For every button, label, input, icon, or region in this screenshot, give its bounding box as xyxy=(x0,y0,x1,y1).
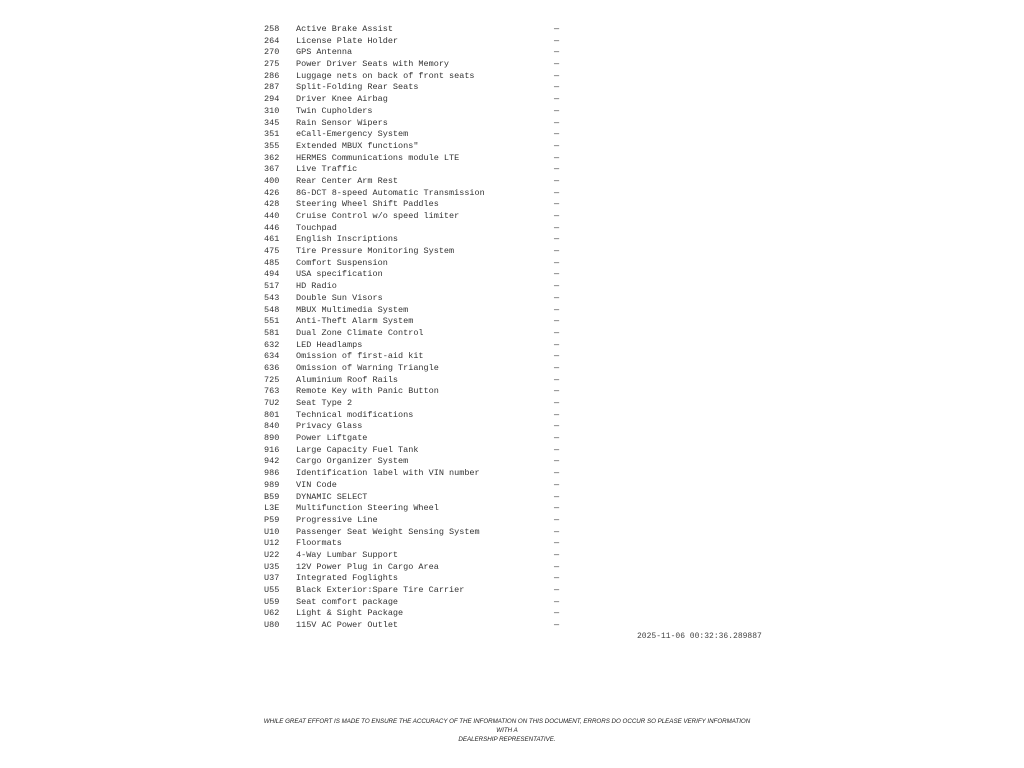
timestamp: 2025-11-06 00:32:36.289887 xyxy=(637,632,762,641)
option-code: L3E xyxy=(264,503,280,514)
disclaimer-line-2: DEALERSHIP REPRESENTATIVE. xyxy=(458,736,556,743)
option-row xyxy=(264,258,564,270)
option-value: — xyxy=(554,620,560,631)
option-code: U35 xyxy=(264,561,280,572)
option-description: 115V AC Power Outlet xyxy=(296,620,399,631)
option-value: — xyxy=(554,199,560,210)
option-row xyxy=(264,386,564,398)
option-code: 725 xyxy=(264,374,280,385)
option-row xyxy=(264,562,564,574)
option-row xyxy=(264,527,564,539)
option-description: VIN Code xyxy=(296,479,337,490)
option-row xyxy=(264,71,564,83)
option-value: — xyxy=(554,304,560,315)
option-value: — xyxy=(554,164,560,175)
option-value: — xyxy=(554,59,560,70)
option-code: U55 xyxy=(264,585,280,595)
option-value: — xyxy=(554,374,560,385)
option-row xyxy=(264,164,564,176)
option-description: Technical modifications xyxy=(296,409,414,420)
option-description: Steering Wheel Shift Paddles xyxy=(296,199,439,210)
option-value: — xyxy=(554,24,560,34)
option-value: — xyxy=(554,140,560,151)
option-value: — xyxy=(554,257,560,268)
option-row xyxy=(264,94,564,106)
option-description: HD Radio xyxy=(296,281,337,292)
option-code: 494 xyxy=(264,269,280,280)
option-row xyxy=(264,550,564,562)
option-value: — xyxy=(554,117,560,128)
option-value: — xyxy=(554,479,560,490)
option-description: Active Brake Assist xyxy=(296,24,393,34)
option-code: 840 xyxy=(264,421,280,432)
option-value: — xyxy=(554,526,560,537)
option-description: English Inscriptions xyxy=(296,234,399,245)
option-value: — xyxy=(554,281,560,292)
option-row xyxy=(264,480,564,492)
option-description: DYNAMIC SELECT xyxy=(296,491,368,502)
option-description: Identification label with VIN number xyxy=(296,468,480,479)
option-value: — xyxy=(554,608,560,619)
option-description: Rain Sensor Wipers xyxy=(296,117,388,128)
option-value: — xyxy=(554,573,560,584)
option-row xyxy=(264,573,564,585)
option-value: — xyxy=(554,339,560,350)
option-description: Privacy Glass xyxy=(296,421,363,432)
option-description: Rear Center Arm Rest xyxy=(296,175,399,186)
option-row xyxy=(264,106,564,118)
option-value: — xyxy=(554,351,560,362)
option-code: 890 xyxy=(264,433,280,444)
option-description: 4-Way Lumbar Support xyxy=(296,549,399,560)
option-code: 517 xyxy=(264,281,280,292)
option-value: — xyxy=(554,561,560,572)
option-code: 446 xyxy=(264,222,280,233)
option-row xyxy=(264,468,564,480)
option-row xyxy=(264,188,564,200)
option-code: 310 xyxy=(264,105,280,116)
option-row xyxy=(264,305,564,317)
option-code: U37 xyxy=(264,573,280,584)
option-description: GPS Antenna xyxy=(296,47,353,58)
option-row xyxy=(264,59,564,71)
option-value: — xyxy=(554,82,560,93)
option-description: Split-Folding Rear Seats xyxy=(296,82,419,93)
option-code: B59 xyxy=(264,491,280,502)
option-value: — xyxy=(554,362,560,373)
option-row xyxy=(264,515,564,527)
option-code: 551 xyxy=(264,316,280,327)
option-code: 426 xyxy=(264,187,280,198)
option-code: 801 xyxy=(264,409,280,420)
option-row xyxy=(264,456,564,468)
option-code: 345 xyxy=(264,117,280,128)
options-table xyxy=(264,24,564,632)
option-code: 548 xyxy=(264,304,280,315)
option-description: Comfort Suspension xyxy=(296,257,388,268)
option-description: Extended MBUX functions" xyxy=(296,140,419,151)
option-description: MBUX Multimedia System xyxy=(296,304,409,315)
option-value: — xyxy=(554,152,560,163)
disclaimer-line-1: WHILE GREAT EFFORT IS MADE TO ENSURE THE ACCURACY OF THE INFORMATION ON THIS DOCUMENT, ERRORS DO OCCUR SO PLEASE VERIFY INFORMATION WITH A xyxy=(263,718,751,734)
option-value: — xyxy=(554,187,560,198)
option-code: 986 xyxy=(264,468,280,479)
option-description: Touchpad xyxy=(296,222,337,233)
option-description: Progressive Line xyxy=(296,514,378,525)
option-description: Floormats xyxy=(296,538,342,549)
option-row xyxy=(264,246,564,258)
option-code: 989 xyxy=(264,479,280,490)
option-row xyxy=(264,538,564,550)
option-code: 636 xyxy=(264,362,280,373)
option-code: 351 xyxy=(264,129,280,140)
option-value: — xyxy=(554,538,560,549)
option-value: — xyxy=(554,444,560,455)
option-value: — xyxy=(554,94,560,105)
option-row xyxy=(264,118,564,130)
option-row xyxy=(264,351,564,363)
option-value: — xyxy=(554,468,560,479)
option-code: 543 xyxy=(264,292,280,303)
option-row xyxy=(264,445,564,457)
option-description: Power Liftgate xyxy=(296,433,368,444)
option-description: Omission of Warning Triangle xyxy=(296,362,439,373)
option-description: Black Exterior:Spare Tire Carrier xyxy=(296,585,465,595)
option-code: 942 xyxy=(264,456,280,467)
option-value: — xyxy=(554,433,560,444)
option-description: Remote Key with Panic Button xyxy=(296,386,439,397)
option-code: U59 xyxy=(264,596,280,607)
option-code: 355 xyxy=(264,140,280,151)
option-row xyxy=(264,608,564,620)
option-row xyxy=(264,129,564,141)
option-description: Seat Type 2 xyxy=(296,398,353,408)
option-description: Double Sun Visors xyxy=(296,292,383,303)
option-row xyxy=(264,340,564,352)
option-row xyxy=(264,433,564,445)
option-value: — xyxy=(554,35,560,46)
option-code: 581 xyxy=(264,327,280,338)
option-row xyxy=(264,328,564,340)
option-description: Tire Pressure Monitoring System xyxy=(296,246,455,257)
option-row xyxy=(264,421,564,433)
option-row xyxy=(264,492,564,504)
option-description: Luggage nets on back of front seats xyxy=(296,70,475,81)
option-description: USA specification xyxy=(296,269,383,280)
option-description: Integrated Foglights xyxy=(296,573,399,584)
option-row xyxy=(264,141,564,153)
option-value: — xyxy=(554,129,560,140)
option-code: 461 xyxy=(264,234,280,245)
option-value: — xyxy=(554,585,560,595)
option-code: 270 xyxy=(264,47,280,58)
option-value: — xyxy=(554,316,560,327)
option-description: Dual Zone Climate Control xyxy=(296,327,424,338)
option-code: 400 xyxy=(264,175,280,186)
option-code: 287 xyxy=(264,82,280,93)
option-row xyxy=(264,211,564,223)
option-value: — xyxy=(554,175,560,186)
option-value: — xyxy=(554,386,560,397)
option-code: 475 xyxy=(264,246,280,257)
option-code: P59 xyxy=(264,514,280,525)
option-description: Power Driver Seats with Memory xyxy=(296,59,450,70)
option-code: 916 xyxy=(264,444,280,455)
option-value: — xyxy=(554,503,560,514)
option-row xyxy=(264,375,564,387)
option-row xyxy=(264,153,564,165)
option-value: — xyxy=(554,292,560,303)
option-row xyxy=(264,82,564,94)
option-code: 286 xyxy=(264,70,280,81)
option-code: U10 xyxy=(264,526,280,537)
option-description: eCall-Emergency System xyxy=(296,129,409,140)
option-row xyxy=(264,24,564,36)
option-code: 264 xyxy=(264,35,280,46)
option-value: — xyxy=(554,327,560,338)
option-row xyxy=(264,363,564,375)
option-description: Omission of first-aid kit xyxy=(296,351,424,362)
option-code: 275 xyxy=(264,59,280,70)
option-row xyxy=(264,585,564,597)
disclaimer xyxy=(262,717,752,744)
option-value: — xyxy=(554,596,560,607)
option-value: — xyxy=(554,456,560,467)
option-row xyxy=(264,176,564,188)
option-value: — xyxy=(554,269,560,280)
option-description: Passenger Seat Weight Sensing System xyxy=(296,526,480,537)
option-value: — xyxy=(554,234,560,245)
option-row xyxy=(264,47,564,59)
option-value: — xyxy=(554,47,560,58)
option-code: U12 xyxy=(264,538,280,549)
option-code: 362 xyxy=(264,152,280,163)
option-row xyxy=(264,281,564,293)
option-code: 634 xyxy=(264,351,280,362)
option-row xyxy=(264,597,564,609)
option-code: U80 xyxy=(264,620,280,631)
option-description: Seat comfort package xyxy=(296,596,399,607)
option-row xyxy=(264,199,564,211)
option-value: — xyxy=(554,549,560,560)
option-description: 8G-DCT 8-speed Automatic Transmission xyxy=(296,187,485,198)
option-value: — xyxy=(554,421,560,432)
option-row xyxy=(264,234,564,246)
option-code: 632 xyxy=(264,339,280,350)
option-row xyxy=(264,36,564,48)
option-value: — xyxy=(554,70,560,81)
option-value: — xyxy=(554,222,560,233)
option-value: — xyxy=(554,246,560,257)
option-value: — xyxy=(554,105,560,116)
option-code: 7U2 xyxy=(264,398,280,408)
option-code: 428 xyxy=(264,199,280,210)
option-row xyxy=(264,269,564,281)
option-row xyxy=(264,223,564,235)
option-code: 258 xyxy=(264,24,280,34)
option-description: 12V Power Plug in Cargo Area xyxy=(296,561,439,572)
option-description: LED Headlamps xyxy=(296,339,363,350)
option-description: Cargo Organizer System xyxy=(296,456,409,467)
option-row xyxy=(264,398,564,410)
option-row xyxy=(264,293,564,305)
option-description: Twin Cupholders xyxy=(296,105,373,116)
option-description: Large Capacity Fuel Tank xyxy=(296,444,419,455)
option-description: Multifunction Steering Wheel xyxy=(296,503,439,514)
option-row xyxy=(264,410,564,422)
option-value: — xyxy=(554,409,560,420)
option-row xyxy=(264,503,564,515)
option-code: 294 xyxy=(264,94,280,105)
option-description: Cruise Control w/o speed limiter xyxy=(296,211,460,221)
option-value: — xyxy=(554,398,560,408)
option-code: U62 xyxy=(264,608,280,619)
option-description: License Plate Holder xyxy=(296,35,399,46)
option-value: — xyxy=(554,514,560,525)
option-code: U22 xyxy=(264,549,280,560)
option-description: HERMES Communications module LTE xyxy=(296,152,460,163)
option-description: Driver Knee Airbag xyxy=(296,94,388,105)
option-code: 440 xyxy=(264,211,280,221)
option-code: 763 xyxy=(264,386,280,397)
option-value: — xyxy=(554,211,560,221)
option-description: Live Traffic xyxy=(296,164,358,175)
option-description: Anti-Theft Alarm System xyxy=(296,316,414,327)
option-description: Aluminium Roof Rails xyxy=(296,374,399,385)
option-description: Light & Sight Package xyxy=(296,608,404,619)
option-code: 367 xyxy=(264,164,280,175)
option-row xyxy=(264,316,564,328)
option-value: — xyxy=(554,491,560,502)
option-code: 485 xyxy=(264,257,280,268)
option-row xyxy=(264,620,564,632)
